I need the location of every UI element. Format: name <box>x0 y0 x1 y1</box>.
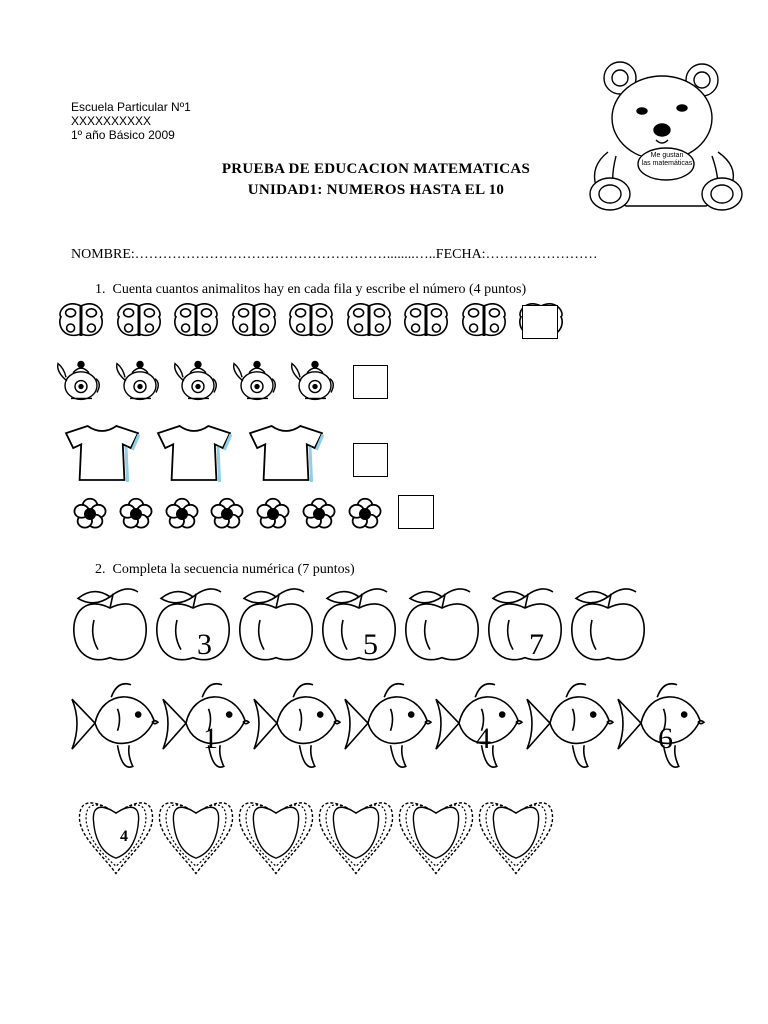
apple-icon <box>153 584 233 664</box>
page-title: PRUEBA DE EDUCACION MATEMATICAS <box>221 161 531 177</box>
sequence-number: 4 <box>120 828 128 845</box>
fish-icon <box>523 680 613 776</box>
flower-icon <box>162 496 202 532</box>
flower-icon <box>299 496 339 532</box>
fish-icon <box>250 680 340 776</box>
question-2-number: 2. <box>95 562 106 577</box>
butterfly-icon <box>285 300 337 340</box>
flower-icon <box>253 496 293 532</box>
question-1-number: 1. <box>95 282 106 297</box>
heart-icon <box>478 788 554 878</box>
bear-shirt-text <box>628 152 706 168</box>
school-grade-year: 1º año Básico 2009 <box>71 128 175 142</box>
apple-icon <box>70 584 150 664</box>
tshirt-icon <box>154 422 234 484</box>
teapot-icon <box>286 358 336 404</box>
answer-box-teapots[interactable] <box>353 365 388 399</box>
answer-box-flowers[interactable] <box>398 495 434 529</box>
butterfly-icon <box>55 300 107 340</box>
heart-icon <box>318 788 394 878</box>
question-1 <box>95 282 526 298</box>
page-subtitle: UNIDAD1: NUMEROS HASTA EL 10 <box>247 182 505 198</box>
sequence-number: 7 <box>529 628 544 661</box>
butterfly-icon <box>170 300 222 340</box>
tshirt-icon <box>62 422 142 484</box>
answer-box-tshirts[interactable] <box>353 443 388 477</box>
answer-box-butterflies[interactable] <box>522 305 558 339</box>
teapot-icon <box>228 358 278 404</box>
question-2 <box>95 562 355 578</box>
flower-icon <box>116 496 156 532</box>
apple-icon <box>319 584 399 664</box>
school-info <box>71 100 191 142</box>
sequence-number: 6 <box>658 722 673 755</box>
fish-icon <box>341 680 431 776</box>
butterfly-icon <box>113 300 165 340</box>
apple-icon <box>402 584 482 664</box>
apple-icon <box>236 584 316 664</box>
teddy-bear-icon <box>586 56 746 212</box>
name-date-field[interactable]: NOMBRE:………………………………………………........…..FECHA:…………………… <box>71 247 598 262</box>
tshirt-icon <box>246 422 326 484</box>
butterfly-icon <box>400 300 452 340</box>
bear-shirt-line2: las matemáticas <box>641 160 693 167</box>
flower-icon <box>207 496 247 532</box>
question-2-text: Completa la secuencia numérica (7 puntos) <box>112 562 355 577</box>
bear-shirt-line1: Me gustan <box>650 152 684 159</box>
flower-icon <box>345 496 385 532</box>
butterfly-icon <box>228 300 280 340</box>
apple-icon <box>568 584 648 664</box>
butterfly-icon <box>343 300 395 340</box>
heart-icon <box>78 788 154 878</box>
question-1-text: Cuenta cuantos animalitos hay en cada fila y escribe el número (4 puntos) <box>112 282 527 297</box>
school-code: XXXXXXXXXX <box>71 114 152 128</box>
sequence-number: 4 <box>476 722 491 755</box>
flower-icon <box>70 496 110 532</box>
sequence-number: 1 <box>203 722 218 755</box>
teapot-icon <box>169 358 219 404</box>
butterfly-icon <box>458 300 510 340</box>
sequence-number: 3 <box>197 628 212 661</box>
teapot-icon <box>111 358 161 404</box>
school-name: Escuela Particular Nº1 <box>71 100 191 114</box>
teapot-icon <box>52 358 102 404</box>
heart-icon <box>238 788 314 878</box>
heart-icon <box>398 788 474 878</box>
heart-icon <box>158 788 234 878</box>
sequence-number: 5 <box>363 628 378 661</box>
apple-icon <box>485 584 565 664</box>
fish-icon <box>68 680 158 776</box>
